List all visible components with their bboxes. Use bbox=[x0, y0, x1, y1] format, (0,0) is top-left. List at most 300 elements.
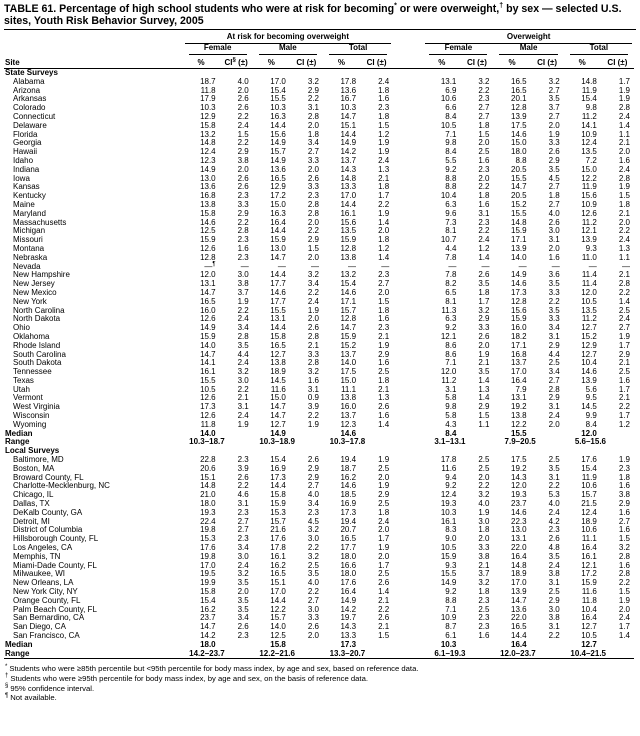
value-cell: 2.0 bbox=[618, 604, 630, 614]
value-cell: 14.4 bbox=[270, 323, 286, 333]
gap-cell bbox=[393, 570, 423, 579]
site-cell: San Francisco, CA bbox=[13, 631, 80, 640]
value-cell: 14.6 bbox=[270, 287, 286, 297]
value-cell: 15.4 bbox=[581, 94, 597, 104]
value-cell: 2.4 bbox=[237, 560, 249, 570]
value-cell: 1.8 bbox=[378, 305, 390, 315]
value-cell: 2.2 bbox=[237, 217, 249, 227]
value-cell: 4.0 bbox=[307, 578, 319, 588]
value-cell: 1.8 bbox=[378, 111, 390, 121]
col-header-percent: % bbox=[323, 55, 360, 69]
value-cell: 1.9 bbox=[378, 138, 390, 148]
value-cell: 2.3 bbox=[478, 164, 490, 174]
site-cell: San Diego, CA bbox=[13, 622, 66, 632]
col-header-ci: CI (±) bbox=[601, 55, 634, 69]
value-cell: 8.2 bbox=[445, 279, 457, 289]
median-value-cell: 16.4 bbox=[511, 639, 527, 649]
sex-header-label: Female bbox=[189, 44, 247, 55]
range-value-cell: 10.4–21.5 bbox=[570, 648, 606, 658]
value-cell: 17.0 bbox=[200, 560, 216, 570]
value-cell: 14.2 bbox=[340, 604, 357, 614]
site-column-header: Site bbox=[4, 55, 183, 69]
value-cell: 2.2 bbox=[237, 481, 249, 491]
value-cell: 16.4 bbox=[511, 375, 527, 385]
site-cell: Arkansas bbox=[13, 94, 47, 104]
value-cell: 20.6 bbox=[200, 463, 216, 473]
value-cell: 2.2 bbox=[237, 138, 249, 148]
site-cell: Texas bbox=[13, 375, 34, 385]
gap-cell bbox=[393, 95, 423, 104]
value-cell: 2.3 bbox=[237, 252, 249, 262]
value-cell: 2.0 bbox=[618, 147, 630, 157]
gap-cell bbox=[393, 562, 423, 571]
table-row bbox=[4, 201, 634, 210]
value-cell: 15.4 bbox=[270, 85, 286, 95]
value-cell: 13.8 bbox=[340, 393, 357, 403]
gap-cell bbox=[393, 359, 423, 368]
value-cell: 1.5 bbox=[237, 129, 249, 139]
value-cell: 3.4 bbox=[548, 367, 560, 377]
gap-cell bbox=[393, 553, 423, 562]
value-cell: 2.0 bbox=[478, 472, 490, 482]
gap-cell bbox=[393, 219, 423, 228]
col-header-ci: CI (±) bbox=[531, 55, 564, 69]
gap-cell bbox=[393, 254, 423, 263]
value-cell: 14.4 bbox=[270, 481, 286, 491]
value-cell: 22.4 bbox=[200, 516, 216, 526]
value-cell: 14.4 bbox=[511, 631, 527, 640]
value-cell: 1.5 bbox=[478, 129, 490, 139]
risk-overweight-table bbox=[4, 31, 634, 659]
value-cell: 1.9 bbox=[378, 340, 390, 350]
table-row bbox=[4, 482, 634, 491]
value-cell: 2.4 bbox=[618, 235, 630, 245]
value-cell: 2.2 bbox=[307, 226, 319, 236]
value-cell: 2.9 bbox=[378, 349, 390, 359]
value-cell: 1.7 bbox=[618, 76, 630, 86]
value-cell: 2.3 bbox=[378, 323, 390, 333]
col-group-total-overweight bbox=[564, 44, 634, 55]
value-cell: 11.8 bbox=[200, 85, 216, 95]
range-value-cell: 10.3–17.8 bbox=[329, 437, 366, 447]
value-cell: 4.4 bbox=[445, 243, 457, 253]
value-cell: 3.3 bbox=[478, 323, 490, 333]
value-cell: 15.9 bbox=[340, 235, 357, 245]
value-cell: 2.6 bbox=[548, 217, 560, 227]
value-cell: 2.3 bbox=[237, 507, 249, 517]
value-cell: 2.2 bbox=[618, 578, 630, 588]
median-value-cell: 14.0 bbox=[200, 428, 216, 438]
value-cell: 10.6 bbox=[440, 94, 457, 104]
value-cell: 8.1 bbox=[445, 226, 457, 236]
gap-cell bbox=[393, 289, 423, 298]
gap-cell bbox=[393, 641, 423, 650]
value-cell: 1.4 bbox=[478, 252, 490, 262]
value-cell: 12.0 bbox=[200, 270, 216, 280]
value-cell: — bbox=[588, 261, 597, 271]
value-cell: — bbox=[240, 261, 249, 271]
table-row bbox=[4, 219, 634, 228]
measure-header-row bbox=[4, 55, 634, 69]
value-cell: 2.0 bbox=[478, 138, 490, 148]
site-cell: Georgia bbox=[13, 138, 42, 148]
value-cell: 15.0 bbox=[511, 138, 527, 148]
gap-cell bbox=[393, 518, 423, 527]
value-cell: 1.4 bbox=[378, 587, 390, 597]
value-cell: 1.5 bbox=[478, 411, 490, 421]
col-header-ci: CI§ (±) bbox=[220, 55, 253, 69]
table-row bbox=[4, 641, 634, 650]
site-cell: Miami-Dade County, FL bbox=[13, 560, 97, 570]
gap-cell bbox=[393, 544, 423, 553]
value-cell: 2.6 bbox=[307, 622, 319, 632]
value-cell: 1.9 bbox=[478, 349, 490, 359]
value-cell: 9.2 bbox=[445, 587, 457, 597]
value-cell: 7.8 bbox=[445, 252, 457, 262]
value-cell: 2.0 bbox=[378, 551, 390, 561]
gap-cell bbox=[393, 139, 423, 148]
gap-cell bbox=[393, 148, 423, 157]
value-cell: 10.5 bbox=[581, 296, 597, 306]
value-cell: 1.4 bbox=[618, 631, 630, 640]
value-cell: 8.4 bbox=[445, 111, 457, 121]
value-cell: 21.5 bbox=[581, 499, 597, 509]
footnote-marker-asterisk: * bbox=[394, 2, 397, 10]
value-cell: 16.5 bbox=[511, 76, 527, 86]
value-cell: 19.8 bbox=[200, 525, 216, 535]
value-cell: 3.1 bbox=[548, 235, 560, 245]
value-cell: 3.4 bbox=[548, 323, 560, 333]
value-cell: 11.8 bbox=[200, 419, 216, 429]
value-cell: 13.7 bbox=[340, 411, 357, 421]
value-cell: 2.7 bbox=[378, 279, 390, 289]
value-cell: 15.8 bbox=[200, 120, 216, 130]
value-cell: 1.7 bbox=[378, 534, 390, 544]
site-cell: District of Columbia bbox=[13, 525, 83, 535]
gap-cell bbox=[393, 210, 423, 219]
value-cell: 2.6 bbox=[237, 94, 249, 104]
value-cell: 5.6 bbox=[585, 384, 597, 394]
range-value-cell: 14.2–23.7 bbox=[189, 648, 225, 658]
value-cell: 13.1 bbox=[270, 314, 286, 324]
site-cell: Boston, MA bbox=[13, 463, 55, 473]
value-cell: 2.9 bbox=[237, 208, 249, 218]
gap-cell bbox=[393, 183, 423, 192]
value-cell: 14.2 bbox=[340, 147, 357, 157]
value-cell: 11.3 bbox=[441, 305, 457, 315]
table-row bbox=[4, 315, 634, 324]
table-row bbox=[4, 597, 634, 606]
value-cell: 3.3 bbox=[307, 613, 319, 623]
value-cell: 17.0 bbox=[270, 587, 286, 597]
value-cell: 2.7 bbox=[237, 516, 249, 526]
value-cell: 1.7 bbox=[618, 384, 630, 394]
value-cell: 14.4 bbox=[270, 595, 286, 605]
value-cell: 2.1 bbox=[378, 595, 390, 605]
value-cell: 15.2 bbox=[340, 340, 357, 350]
value-cell: 4.5 bbox=[548, 173, 560, 183]
value-cell: 2.4 bbox=[307, 296, 319, 306]
value-cell: 1.2 bbox=[478, 243, 490, 253]
section-row bbox=[4, 69, 634, 78]
table-row bbox=[4, 403, 634, 412]
value-cell: 2.5 bbox=[548, 455, 560, 465]
value-cell: 2.2 bbox=[378, 199, 390, 209]
value-cell: 1.9 bbox=[618, 455, 630, 465]
col-header-ci: CI (±) bbox=[460, 55, 493, 69]
value-cell: 18.7 bbox=[200, 76, 216, 86]
table-row bbox=[4, 606, 634, 615]
value-cell: 12.6 bbox=[200, 243, 216, 253]
gap-cell bbox=[393, 438, 423, 447]
value-cell: 1.6 bbox=[378, 411, 390, 421]
value-cell: 7.2 bbox=[585, 155, 597, 165]
value-cell: 2.1 bbox=[618, 270, 630, 280]
value-cell: 3.1 bbox=[548, 331, 560, 341]
value-cell: 17.8 bbox=[270, 543, 286, 553]
title-rule bbox=[4, 29, 636, 30]
value-cell: 15.6 bbox=[511, 305, 527, 315]
value-cell: 16.2 bbox=[200, 604, 216, 614]
table-row bbox=[4, 192, 634, 201]
value-cell: 19.9 bbox=[200, 578, 216, 588]
value-cell: 3.2 bbox=[307, 270, 319, 280]
value-cell: 2.0 bbox=[618, 217, 630, 227]
value-cell: 11.0 bbox=[581, 252, 597, 262]
value-cell: 15.0 bbox=[581, 164, 597, 174]
value-cell: 11.2 bbox=[581, 217, 597, 227]
value-cell: 16.4 bbox=[581, 613, 597, 623]
value-cell: 13.6 bbox=[340, 85, 357, 95]
site-cell: Kansas bbox=[13, 182, 40, 192]
value-cell: 2.5 bbox=[548, 358, 560, 368]
gap-cell bbox=[393, 333, 423, 342]
table-row bbox=[4, 166, 634, 175]
value-cell: 1.5 bbox=[378, 120, 390, 130]
value-cell: 2.8 bbox=[307, 331, 319, 341]
value-cell: 10.9 bbox=[581, 129, 597, 139]
value-cell: 2.3 bbox=[307, 507, 319, 517]
value-cell: 1.4 bbox=[478, 375, 490, 385]
table-row bbox=[4, 570, 634, 579]
value-cell: 12.1 bbox=[581, 560, 597, 570]
value-cell: 9.5 bbox=[585, 393, 597, 403]
value-cell: 12.9 bbox=[200, 111, 216, 121]
value-cell: 15.9 bbox=[511, 226, 527, 236]
value-cell: 2.2 bbox=[307, 287, 319, 297]
value-cell: 18.0 bbox=[200, 499, 216, 509]
value-cell: 2.6 bbox=[237, 173, 249, 183]
value-cell: 1.9 bbox=[618, 182, 630, 192]
value-cell: 4.0 bbox=[307, 490, 319, 500]
value-cell: 17.7 bbox=[340, 543, 357, 553]
value-cell: 4.6 bbox=[237, 490, 249, 500]
gap-cell bbox=[393, 122, 423, 131]
value-cell: 13.8 bbox=[511, 411, 527, 421]
value-cell: 6.5 bbox=[445, 287, 457, 297]
value-cell: 3.2 bbox=[307, 525, 319, 535]
value-cell: — bbox=[310, 261, 319, 271]
range-value-cell: 6.1–19.3 bbox=[434, 648, 466, 658]
value-cell: 1.9 bbox=[307, 305, 319, 315]
value-cell: 1.8 bbox=[478, 525, 490, 535]
value-cell: 3.3 bbox=[307, 155, 319, 165]
footnote-text: Not available. bbox=[10, 693, 57, 703]
col-header-percent: % bbox=[493, 55, 530, 69]
value-cell: 8.6 bbox=[445, 340, 457, 350]
value-cell: 23.7 bbox=[511, 499, 527, 509]
value-cell: 2.2 bbox=[307, 411, 319, 421]
value-cell: 1.7 bbox=[378, 560, 390, 570]
table-row bbox=[4, 535, 634, 544]
median-value-cell: 14.6 bbox=[340, 428, 357, 438]
col-header-percent: % bbox=[564, 55, 601, 69]
value-cell: 10.3 bbox=[200, 103, 216, 113]
value-cell: 11.6 bbox=[270, 384, 286, 394]
value-cell: 15.7 bbox=[581, 490, 597, 500]
sex-header-label: Male bbox=[259, 44, 317, 55]
value-cell: — bbox=[277, 261, 286, 271]
sex-header-label: Total bbox=[570, 44, 628, 55]
value-cell: 2.1 bbox=[378, 384, 390, 394]
table-row bbox=[4, 227, 634, 236]
site-cell: West Virginia bbox=[13, 402, 60, 412]
value-cell: 17.8 bbox=[340, 76, 357, 86]
value-cell: 2.1 bbox=[618, 208, 630, 218]
value-cell: 13.2 bbox=[340, 270, 357, 280]
value-cell: 22.0 bbox=[511, 613, 527, 623]
gap-cell bbox=[393, 351, 423, 360]
value-cell: 3.3 bbox=[548, 287, 560, 297]
group-header-at-risk bbox=[183, 31, 394, 44]
value-cell: 3.5 bbox=[478, 279, 490, 289]
site-cell: Arizona bbox=[13, 85, 41, 95]
table-row bbox=[4, 342, 634, 351]
value-cell: 2.2 bbox=[478, 481, 490, 491]
value-cell: 3.0 bbox=[237, 375, 249, 385]
value-cell: 8.4 bbox=[445, 147, 457, 157]
col-header-percent: % bbox=[183, 55, 220, 69]
value-cell: 22.8 bbox=[200, 455, 216, 465]
value-cell: 9.8 bbox=[445, 138, 457, 148]
value-cell: 6.3 bbox=[445, 199, 457, 209]
value-cell: 2.4 bbox=[478, 235, 490, 245]
value-cell: 3.5 bbox=[548, 463, 560, 473]
col-header-percent: % bbox=[253, 55, 290, 69]
value-cell: 3.2 bbox=[307, 76, 319, 86]
footnote-marker: ¶ bbox=[5, 692, 9, 699]
gap-cell bbox=[393, 526, 423, 535]
footnote-text: 95% confidence interval. bbox=[10, 683, 95, 693]
table-row bbox=[4, 526, 634, 535]
site-cell: Delaware bbox=[13, 120, 47, 130]
section-row bbox=[4, 447, 634, 456]
value-cell: 2.9 bbox=[548, 155, 560, 165]
value-cell: 1.6 bbox=[548, 252, 560, 262]
value-cell: 3.8 bbox=[548, 613, 560, 623]
value-cell: 15.5 bbox=[200, 375, 216, 385]
table-header bbox=[4, 31, 634, 69]
table-row bbox=[4, 333, 634, 342]
site-cell: New York City, NY bbox=[13, 587, 78, 597]
value-cell: 2.5 bbox=[378, 569, 390, 579]
value-cell: 16.1 bbox=[270, 551, 286, 561]
value-cell: — bbox=[518, 261, 527, 271]
value-cell: 1.9 bbox=[548, 129, 560, 139]
site-cell: Detroit, MI bbox=[13, 516, 50, 526]
value-cell: 11.9 bbox=[581, 472, 597, 482]
footnote-confidence-interval bbox=[5, 684, 636, 694]
value-cell: 2.7 bbox=[307, 481, 319, 491]
value-cell: 10.4 bbox=[440, 191, 457, 201]
value-cell: 2.7 bbox=[548, 182, 560, 192]
table-row bbox=[4, 78, 634, 87]
table-row bbox=[4, 210, 634, 219]
value-cell: 13.1 bbox=[511, 534, 527, 544]
value-cell: 14.1 bbox=[581, 120, 597, 130]
value-cell: 2.3 bbox=[237, 455, 249, 465]
value-cell: 6.6 bbox=[445, 103, 457, 113]
value-cell: 9.2 bbox=[445, 323, 457, 333]
value-cell: 2.9 bbox=[478, 314, 490, 324]
value-cell: 2.5 bbox=[307, 560, 319, 570]
value-cell: 1.5 bbox=[618, 587, 630, 597]
value-cell: 2.4 bbox=[618, 111, 630, 121]
value-cell: 16.6 bbox=[340, 560, 357, 570]
value-cell: 2.9 bbox=[307, 235, 319, 245]
value-cell: 2.2 bbox=[618, 226, 630, 236]
value-cell: —¶ bbox=[204, 260, 216, 271]
value-cell: 14.5 bbox=[581, 402, 597, 412]
value-cell: 15.5 bbox=[270, 94, 286, 104]
range-value-cell: 5.6–15.6 bbox=[574, 437, 606, 447]
value-cell: 16.9 bbox=[340, 499, 357, 509]
median-value-cell: 14.9 bbox=[270, 428, 286, 438]
value-cell: 2.0 bbox=[378, 287, 390, 297]
value-cell: 15.0 bbox=[340, 375, 357, 385]
table-row bbox=[4, 139, 634, 148]
table-row bbox=[4, 465, 634, 474]
value-cell: 2.3 bbox=[478, 217, 490, 227]
col-header-percent: % bbox=[423, 55, 460, 69]
value-cell: 1.9 bbox=[307, 419, 319, 429]
value-cell: 2.9 bbox=[618, 499, 630, 509]
value-cell: 3.8 bbox=[618, 490, 630, 500]
value-cell: 7.1 bbox=[445, 604, 457, 614]
value-cell: 14.3 bbox=[511, 472, 527, 482]
site-cell: Ohio bbox=[13, 323, 30, 333]
value-cell: 1.8 bbox=[378, 375, 390, 385]
value-cell: 2.7 bbox=[478, 111, 490, 121]
table-row bbox=[4, 359, 634, 368]
value-cell: 17.9 bbox=[200, 94, 216, 104]
value-cell: 3.1 bbox=[237, 402, 249, 412]
value-cell: 8.8 bbox=[445, 595, 457, 605]
value-cell: 3.8 bbox=[237, 155, 249, 165]
value-cell: 12.6 bbox=[200, 314, 216, 324]
table-row bbox=[4, 491, 634, 500]
site-cell: North Carolina bbox=[13, 305, 65, 315]
table-row bbox=[4, 104, 634, 113]
footnotes bbox=[4, 664, 636, 702]
value-cell: 8.1 bbox=[445, 296, 457, 306]
value-cell: 14.7 bbox=[340, 111, 357, 121]
table-row bbox=[4, 307, 634, 316]
value-cell: 3.5 bbox=[237, 578, 249, 588]
value-cell: 12.4 bbox=[581, 507, 597, 517]
value-cell: 16.4 bbox=[511, 551, 527, 561]
value-cell: 13.8 bbox=[270, 358, 286, 368]
